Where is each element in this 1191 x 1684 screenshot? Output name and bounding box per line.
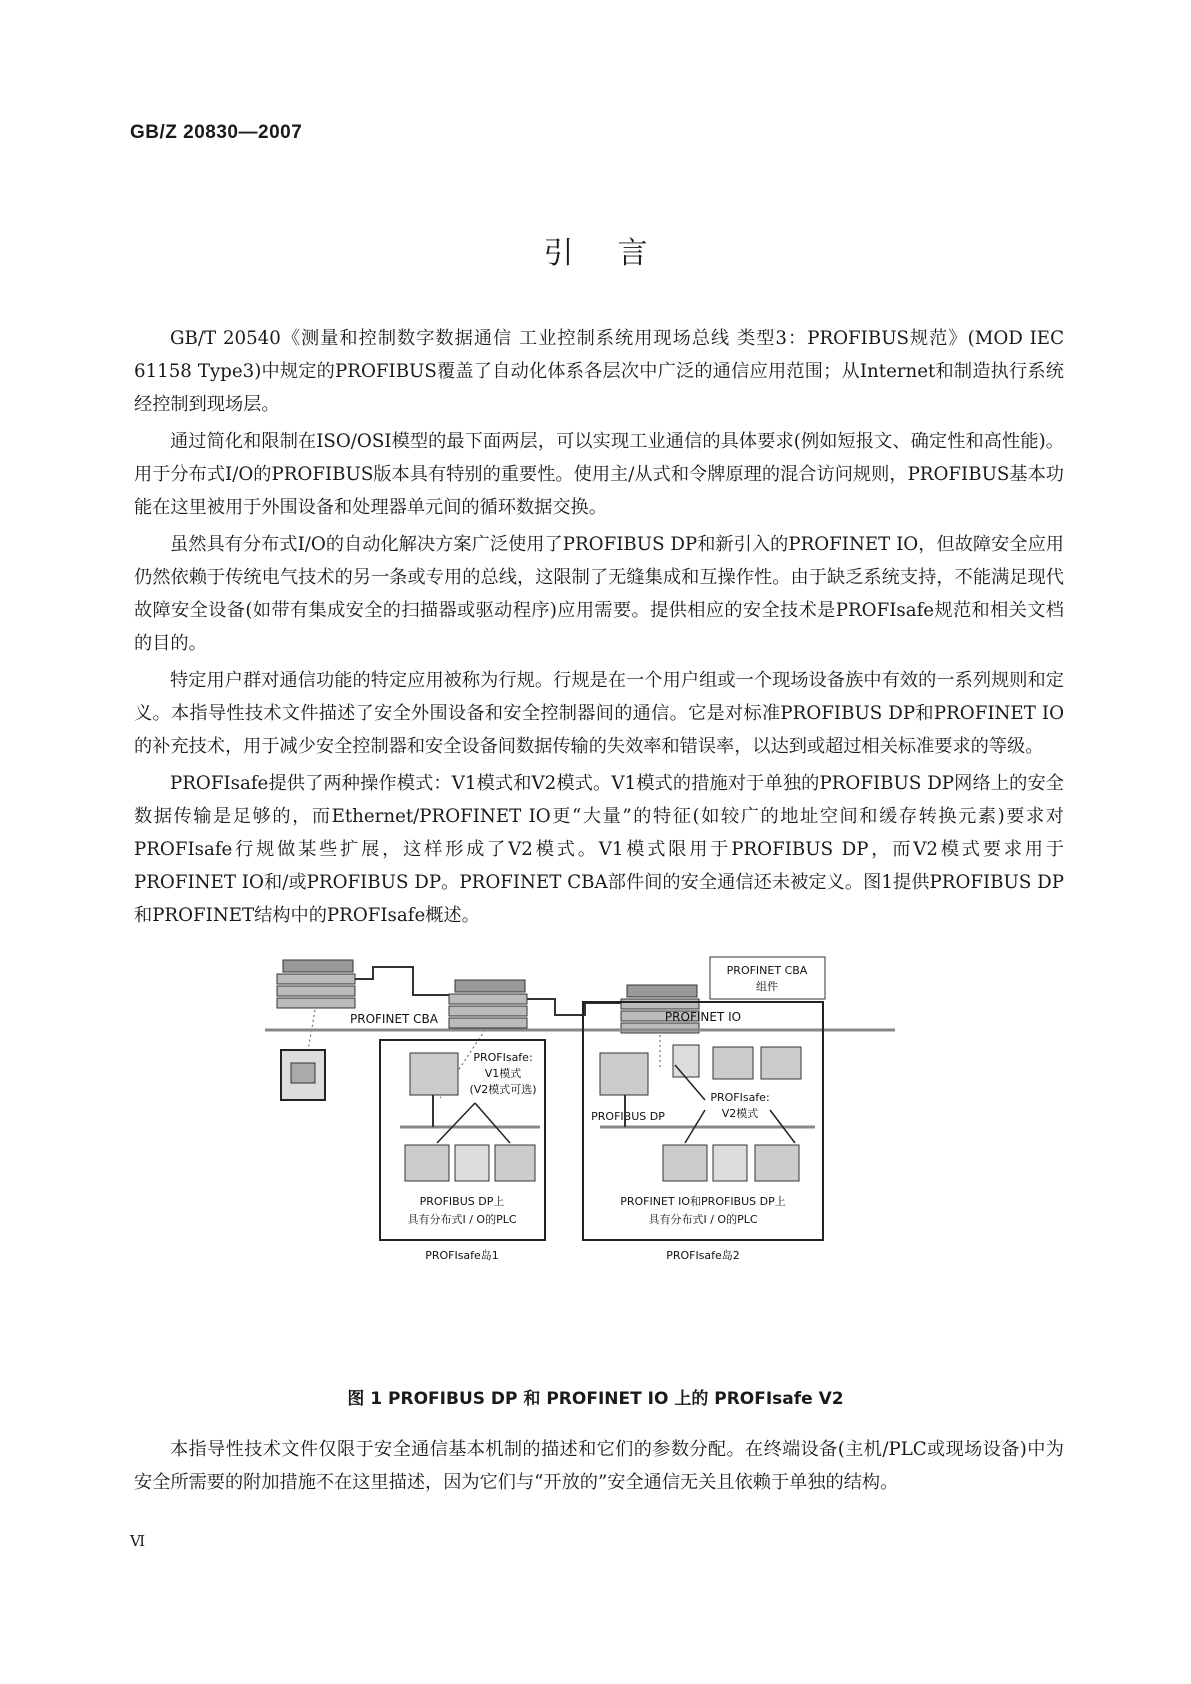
island-1-v2-optional: (V2模式可选) (469, 1083, 537, 1096)
cba-controller-1 (277, 960, 355, 1008)
paragraph-2: 通过简化和限制在ISO/OSI模型的最下面两层，可以实现工业通信的具体要求(例如短报文、确定性和高性能)。用于分布式I/O的PROFIBUS版本具有特别的重要性。使用主/从式和令牌原理的混合访问规则，PROFIBUS基本功能在这里被用于外围设备和处理器单元间的循环数据交换。 (134, 431, 1064, 518)
island-2-device-3 (761, 1047, 801, 1079)
island-2-desc-1: PROFINET IO和PROFIBUS DP上 (620, 1195, 786, 1208)
figure-caption: 图 1 PROFIBUS DP 和 PROFINET IO 上的 PROFIsafe V2 (347, 1389, 844, 1409)
profinet-io-label: PROFINET IO (664, 1010, 742, 1024)
island-2-desc-2: 具有分布式I / O的PLC (648, 1213, 758, 1226)
paragraph-1: GB/T 20540《测量和控制数字数据通信 工业控制系统用现场总线 类型3：PROFIBUS规范》(MOD IEC 61158 Type3)中规定的PROFIBUS覆盖了自动化体系各层次中广泛的通信应用范围；从Internet和制造执行系统经控制到现场层。 (134, 328, 1064, 415)
cba-component-label-1: PROFINET CBA (726, 964, 808, 977)
island-1-io-1 (405, 1145, 449, 1181)
paragraph-4: 特定用户群对通信功能的特定应用被称为行规。行规是在一个用户组或一个现场设备族中有效的一系列规则和定义。本指导性技术文件描述了安全外围设备和安全控制器间的通信。它是对标准PROFIBUS DP和PROFINET IO的补充技术，用于减少安全控制器和安全设备间数据传输的失效率和错误率，以达到或超过相关标准要求的等级。 (134, 670, 1064, 757)
island-1-desc-1: PROFIBUS DP上 (419, 1195, 505, 1208)
island-1-desc-2: 具有分布式I / O的PLC (407, 1213, 517, 1226)
standard-number: GB/Z 20830—2007 (130, 122, 303, 143)
island-2-v2-mode: V2模式 (721, 1107, 759, 1120)
island-1-v1-mode: V1模式 (484, 1067, 522, 1080)
island-2-profibus-dp: PROFIBUS DP (591, 1110, 665, 1123)
paragraph-3: 虽然具有分布式I/O的自动化解决方案广泛使用了PROFIBUS DP和新引入的PROFINET IO，但故障安全应用仍然依赖于传统电气技术的另一条或专用的总线，这限制了无缝集成和互操作性。由于缺乏系统支持，不能满足现代故障安全设备(如带有集成安全的扫描器或驱动程序)应用需要。提供相应的安全技术是PROFIsafe规范和相关文档的目的。 (134, 534, 1064, 654)
island-2-profisafe: PROFIsafe: (710, 1091, 770, 1104)
figure-1-profisafe-diagram (265, 955, 895, 1350)
island-1-name: PROFIsafe岛1 (425, 1249, 499, 1262)
island-2-device-1 (673, 1045, 699, 1077)
island-2-io-2 (713, 1145, 747, 1181)
cba-link-1 (355, 967, 449, 995)
island-1-io-2 (455, 1145, 489, 1181)
cba-component-label-2: 组件 (756, 980, 778, 993)
island-2-device-2 (713, 1047, 753, 1079)
page-number: Ⅵ (130, 1532, 146, 1550)
profinet-cba-label: PROFINET CBA (350, 1012, 438, 1026)
cba-controller-2 (449, 980, 527, 1028)
page-title: 引言 (543, 236, 692, 271)
island-2-name: PROFIsafe岛2 (666, 1249, 740, 1262)
closing-body (134, 1433, 1064, 1499)
island-1-profisafe: PROFIsafe: (473, 1051, 533, 1064)
cba-controller-3 (621, 985, 699, 1033)
paragraph-closing: 本指导性技术文件仅限于安全通信基本机制的描述和它们的参数分配。在终端设备(主机/PLC或现场设备)中为安全所需要的附加措施不在这里描述，因为它们与“开放的”安全通信无关且依赖于单独的结构。 (134, 1439, 1064, 1493)
paragraph-5: PROFIsafe提供了两种操作模式：V1模式和V2模式。V1模式的措施对于单独的PROFIBUS DP网络上的安全数据传输是足够的，而Ethernet/PROFINET IO更“大量”的特征(如较广的地址空间和缓存转换元素)要求对PROFIsafe行规做某些扩展，这样形成了V2模式。V1模式限用于PROFIBUS DP，而V2模式要求用于PROFINET IO和/或PROFIBUS DP。PROFINET CBA部件间的安全通信还未被定义。图1提供PROFIBUS DP和PROFINET结构中的PROFIsafe概述。 (134, 773, 1064, 926)
diagram-svg (265, 955, 895, 1350)
island-1-io-3 (495, 1145, 535, 1181)
island-2-plc (600, 1053, 648, 1095)
island-2-io-1 (663, 1145, 707, 1181)
island-1-plc (410, 1053, 458, 1095)
island-2-io-3 (755, 1145, 799, 1181)
introduction-body (134, 322, 1064, 936)
